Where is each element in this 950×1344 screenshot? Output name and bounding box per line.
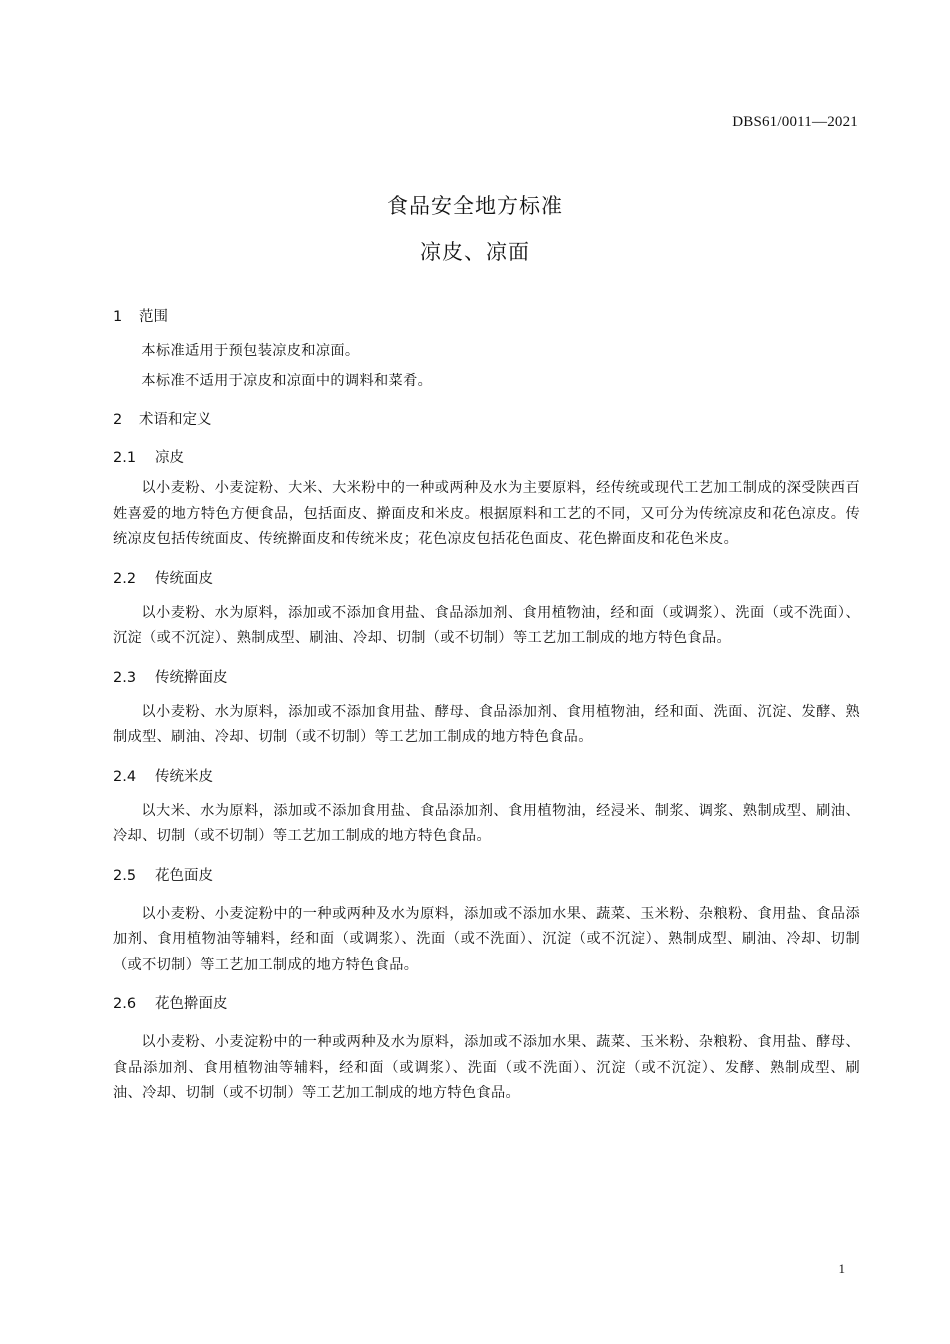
subsection-number: 2.2 bbox=[113, 570, 137, 587]
paragraph: 以大米、水为原料，添加或不添加食用盐、食品添加剂、食用植物油，经浸米、制浆、调浆、熟制成型、刷油、冷却、切制（或不切制）等工艺加工制成的地方特色食品。 bbox=[113, 802, 860, 844]
paragraph: 以小麦粉、小麦淀粉中的一种或两种及水为原料，添加或不添加水果、蔬菜、玉米粉、杂粮粉、食用盐、酵母、食品添加剂、食用植物油等辅料，经和面（或调浆）、洗面（或不洗面）、沉淀（或不沉淀）、发酵、熟制成型、刷油、冷却、切制（或不切制）等工艺加工制成的地方特色食品。 bbox=[113, 1034, 860, 1101]
subsection-number: 2.3 bbox=[113, 669, 137, 686]
subsection-number: 2.1 bbox=[113, 450, 137, 466]
page-number: 1 bbox=[838, 1261, 845, 1276]
subsection-heading-2-6 bbox=[113, 992, 860, 1013]
paragraph: 以小麦粉、水为原料，添加或不添加食用盐、食品添加剂、食用植物油，经和面（或调浆）、洗面（或不洗面）、沉淀（或不沉淀）、熟制成型、刷油、冷却、切制（或不切制）等工艺加工制成的地方特色食品。 bbox=[113, 604, 860, 646]
section-title: 范围 bbox=[139, 309, 168, 325]
paragraph: 本标准不适用于凉皮和凉面中的调料和菜肴。 bbox=[141, 372, 433, 389]
subsection-title: 凉皮 bbox=[155, 450, 184, 466]
subsection-heading-2-1 bbox=[113, 446, 860, 467]
subsection-number: 2.6 bbox=[113, 996, 137, 1012]
paragraph: 以小麦粉、水为原料，添加或不添加食用盐、酵母、食品添加剂、食用植物油，经和面、洗面、沉淀、发酵、熟制成型、刷油、冷却、切制（或不切制）等工艺加工制成的地方特色食品。 bbox=[113, 703, 860, 745]
document-code: DBS61/0011—2021 bbox=[732, 114, 858, 130]
document-title: 凉皮、凉面 bbox=[420, 240, 530, 264]
subsection-heading-2-4 bbox=[113, 765, 860, 786]
subsection-title: 花色擀面皮 bbox=[155, 996, 228, 1012]
subsection-heading-2-5 bbox=[113, 864, 860, 885]
section-heading-2 bbox=[113, 408, 860, 429]
section-number: 1 bbox=[113, 309, 123, 325]
subsection-title: 传统米皮 bbox=[155, 768, 213, 785]
paragraph: 以小麦粉、小麦淀粉、大米、大米粉中的一种或两种及水为主要原料，经传统或现代工艺加工制成的深受陕西百姓喜爱的地方特色方便食品，包括面皮、擀面皮和米皮。根据原料和工艺的不同，又可分为传统凉皮和花色凉皮。传统凉皮包括传统面皮、传统擀面皮和传统米皮；花色凉皮包括花色面皮、花色擀面皮和花色米皮。 bbox=[113, 480, 860, 547]
subsection-number: 2.5 bbox=[113, 867, 137, 884]
subsection-title: 传统面皮 bbox=[155, 570, 213, 587]
document-body bbox=[113, 305, 860, 1107]
section-heading-1 bbox=[113, 305, 860, 326]
section-title: 术语和定义 bbox=[139, 412, 212, 428]
subsection-title: 花色面皮 bbox=[155, 867, 213, 884]
subsection-title: 传统擀面皮 bbox=[155, 669, 228, 686]
paragraph: 以小麦粉、小麦淀粉中的一种或两种及水为原料，添加或不添加水果、蔬菜、玉米粉、杂粮粉、食用盐、食品添加剂、食用植物油等辅料，经和面（或调浆）、洗面（或不洗面）、沉淀（或不沉淀）、熟制成型、刷油、冷却、切制（或不切制）等工艺加工制成的地方特色食品。 bbox=[113, 905, 860, 973]
standard-type-title: 食品安全地方标准 bbox=[387, 194, 563, 218]
section-number: 2 bbox=[113, 412, 123, 428]
subsection-number: 2.4 bbox=[113, 768, 137, 785]
subsection-heading-2-2 bbox=[113, 567, 860, 588]
paragraph: 本标准适用于预包装凉皮和凉面。 bbox=[141, 343, 360, 359]
subsection-heading-2-3 bbox=[113, 666, 860, 687]
